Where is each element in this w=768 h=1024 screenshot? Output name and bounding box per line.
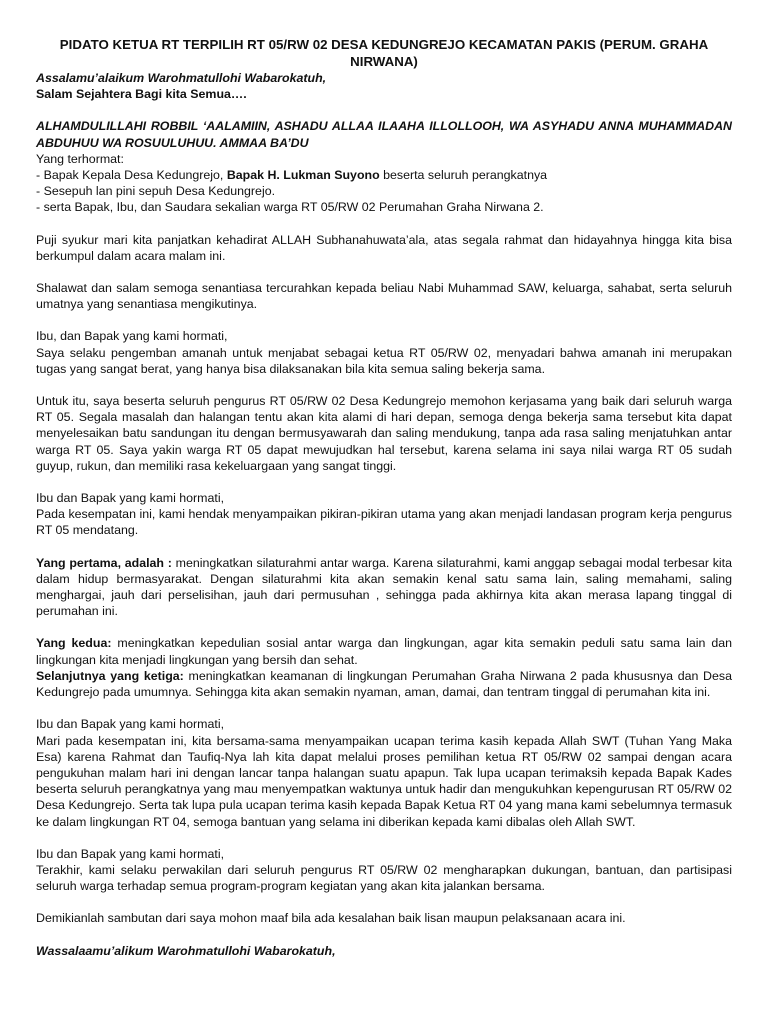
honored-item-1-suffix: beserta seluruh perangkatnya: [379, 168, 548, 183]
paragraph-terakhir: Terakhir, kami selaku perwakilan dari seluruh pengurus RT 05/RW 02 mengharapkan dukungan, bantuan, dan partisipasi seluruh warga terhadap semua program-program kegiatan yang akan kita jalankan bersama.: [36, 862, 732, 894]
point-ketiga-label: Selanjutnya yang ketiga:: [36, 668, 184, 683]
arabic-opening: ALHAMDULILLAHI ROBBIL ‘AALAMIIN, ASHADU ALLAA ILAAHA ILLOLLOOH, WA ASYHADU ANNA MUHAMMADAN ABDUHUU WA ROSUULUHUU. AMMAA BA’DU: [36, 119, 732, 150]
salutation-4: Ibu dan Bapak yang kami hormati,: [36, 846, 225, 861]
point-kedua: [36, 635, 732, 667]
honored-item-1: [36, 167, 732, 183]
point-pertama-label: Yang pertama: [36, 555, 118, 570]
closing-salam: Wassalaamu’alikum Warohmatullohi Wabarokatuh,: [36, 943, 336, 958]
honored-item-2: - Sesepuh lan pini sepuh Desa Kedungrejo.: [36, 184, 276, 199]
point-kedua-label: Yang kedua:: [36, 636, 112, 651]
salutation-1: Ibu, dan Bapak yang kami hormati,: [36, 329, 228, 344]
paragraph-pikiran: Pada kesempatan ini, kami hendak menyampaikan pikiran-pikiran utama yang akan menjadi landasan program kerja pengurus RT 05 mendatang.: [36, 507, 732, 538]
point-ketiga-text: meningkatkan keamanan di lingkungan Perumahan Graha Nirwana 2 pada khususnya dan Desa Kedungrejo pada umumnya. Sehingga kita akan semakin nyaman, aman, damai, dan tentram tinggal di perumahan kita ini.: [36, 668, 732, 700]
greeting-sejahtera: Salam Sejahtera Bagi kita Semua….: [36, 87, 247, 102]
salutation-2: Ibu dan Bapak yang kami hormati,: [36, 491, 225, 506]
point-kedua-text: meningkatkan kepedulian sosial antar warga dan lingkungan, agar kita semakin peduli satu sama lain dan lingkungan kita menjadi lingkungan yang bersih dan sehat.: [36, 636, 732, 667]
paragraph-amanah: Saya selaku pengemban amanah untuk menjabat sebagai ketua RT 05/RW 02, menyadari bahwa amanah ini merupakan tugas yang sangat berat, yang hanya bisa dilaksanakan bila kita semua saling bekerja sama.: [36, 345, 732, 376]
point-pertama-mid: , adalah :: [117, 555, 176, 570]
paragraph-syukur: Puji syukur mari kita panjatkan kehadirat ALLAH Subhanahuwata’ala, atas segala rahmat dan hidayahnya hingga kita bisa berkumpul dalam acara malam ini.: [36, 232, 732, 263]
document-title: PIDATO KETUA RT TERPILIH RT 05/RW 02 DESA KEDUNGREJO KECAMATAN PAKIS (PERUM. GRAHA NIRWANA): [59, 37, 709, 69]
point-pertama: [36, 555, 732, 620]
paragraph-demikian: Demikianlah sambutan dari saya mohon maaf bila ada kesalahan baik lisan maupun pelaksanaan acara ini.: [36, 911, 626, 926]
greeting-salam: Assalamu’alaikum Warohmatullohi Wabarokatuh,: [36, 71, 327, 85]
point-pertama-text: meningkatkan silaturahmi antar warga. Karena silaturahmi, kami anggap sebagai modal terbesar kita dalam hidup bermasyarakat. Dengan silaturahmi kita akan semakin kenal satu sama lain, saling memahami, saling menghargai, jauh dari perselisihan, jauh dari permusuhan , sehingga pada akhirnya kita akan merasa lapang tinggal di perumahan ini.: [36, 555, 732, 619]
honored-label: Yang terhormat:: [36, 151, 124, 166]
honored-name: Bapak H. Lukman Suyono: [226, 168, 380, 183]
honored-item-3: - serta Bapak, Ibu, dan Saudara sekalian warga RT 05/RW 02 Perumahan Graha Nirwana 2.: [36, 200, 544, 215]
paragraph-shalawat: Shalawat dan salam semoga senantiasa tercurahkan kepada beliau Nabi Muhammad SAW, keluarga, sahabat, serta seluruh umatnya yang senantiasa mengikutinya.: [36, 281, 732, 312]
paragraph-terima-kasih: Mari pada kesempatan ini, kita bersama-sama menyampaikan ucapan terima kasih kepada Allah SWT (Tuhan Yang Maka Esa) karena Rahmat dan Taufiq-Nya lah kita dapat melalui proses pemilihan ketua RT 05/RW 02 sampai dengan acara pengukuhan malam hari ini dengan lancar tanpa halangan suatu apapun. Tak lupa ucapan terimaksih kepada Bapak Kades beserta seluruh perangkatnya yang mau menyempatkan waktunya untuk hadir dan mengukuhkan kepengurusan RT 05/RW 02 Desa Kedungrejo. Serta tak lupa pula ucapan terima kasih kepada Bapak Ketua RT 04 yang mana kami sebelumnya termasuk ke dalam lingkungan RT 04, semoga bantuan yang selama ini diberikan kepada kami dibalas oleh Allah SWT.: [36, 733, 732, 829]
salutation-3: Ibu dan Bapak yang kami hormati,: [36, 717, 225, 732]
paragraph-untuk-itu: Untuk itu, saya beserta seluruh pengurus RT 05/RW 02 Desa Kedungrejo memohon kerjasama yang baik dari seluruh warga RT 05. Segala masalah dan halangan tentu akan kita alami di hari depan, semoga denga bekerja sama tersebut kita dapat menyelesaikan batu sandungan itu dengan bermusyawarah dan saling mendukung, tanpa ada rasa saling menjatuhkan antar warga RT 05. Saya yakin warga RT 05 dapat mewujudkan hal tersebut, karena selama ini saya nilai warga RT 05 sudah guyup, rukun, dan memiliki rasa kekeluargaan yang sangat tinggi.: [36, 394, 732, 473]
honored-item-1-prefix: - Bapak Kepala Desa Kedungrejo,: [36, 168, 227, 183]
point-ketiga: [36, 668, 732, 700]
